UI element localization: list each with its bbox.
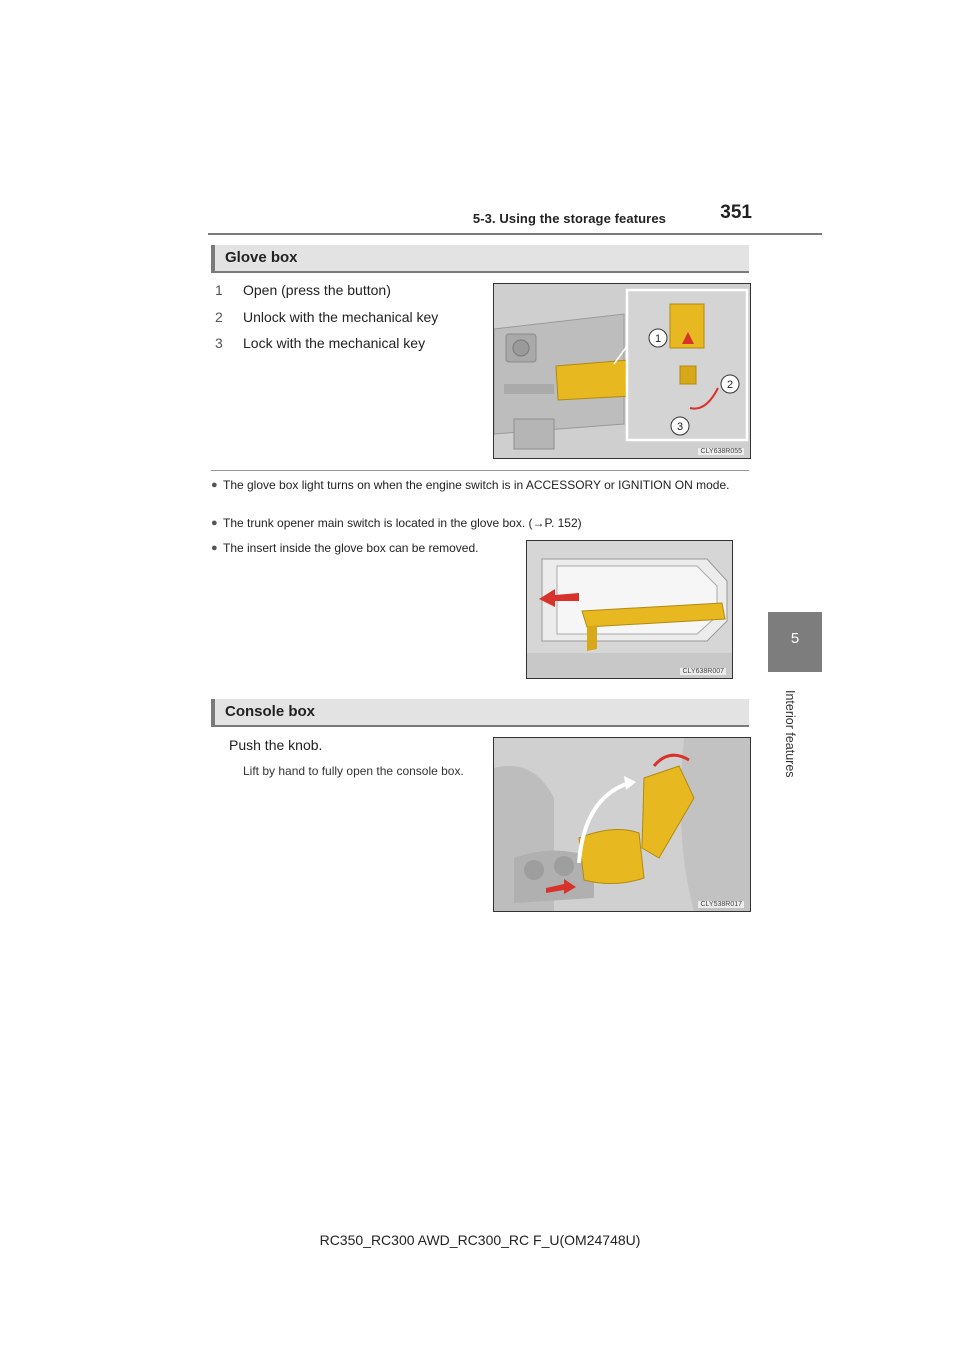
note-insert: ● The insert inside the glove box can be removed.	[211, 541, 479, 555]
model-footer: RC350_RC300 AWD_RC300_RC F_U(OM24748U)	[319, 1232, 641, 1248]
step-text-open: Open (press the button)	[243, 282, 391, 298]
section-title: 5-3. Using the storage features	[472, 211, 666, 226]
chapter-number: 5	[790, 630, 800, 647]
illustration-code: CLY638R055	[700, 448, 742, 455]
glove-box-drawing	[494, 284, 750, 458]
glove-box-heading: Glove box	[211, 245, 749, 273]
chapter-label: Interior features	[783, 690, 797, 778]
step-text-unlock: Unlock with the mechanical key	[243, 309, 439, 325]
callout-1: 1	[654, 333, 662, 345]
notes-divider	[211, 470, 749, 471]
callout-2: 2	[726, 379, 734, 391]
console-illustration-code: CLY538R017	[700, 901, 742, 908]
glove-box-insert-illustration	[526, 540, 733, 679]
step-number-3: 3	[215, 335, 223, 351]
header-rule	[208, 233, 822, 235]
console-box-drawing	[494, 738, 750, 911]
console-sub-text: Lift by hand to fully open the console box.	[243, 764, 464, 778]
note-trunk-switch: ● The trunk opener main switch is located in the glove box. (→P. 152)	[211, 516, 582, 530]
step-text-lock: Lock with the mechanical key	[243, 335, 426, 351]
console-box-illustration	[493, 737, 751, 912]
console-step-text: Push the knob.	[229, 737, 323, 753]
page-number: 351	[720, 202, 752, 223]
chapter-tab[interactable]	[768, 612, 822, 672]
glove-box-insert-drawing	[527, 541, 732, 678]
insert-illustration-code: CLY638R007	[682, 668, 724, 675]
note-light: ● The glove box light turns on when the engine switch is in ACCESSORY or IGNITION ON mode.	[211, 478, 730, 492]
step-number-1: 1	[215, 282, 223, 298]
glove-box-illustration	[493, 283, 751, 459]
console-box-heading: Console box	[211, 699, 749, 727]
callout-3: 3	[676, 421, 684, 433]
step-number-2: 2	[215, 309, 223, 325]
